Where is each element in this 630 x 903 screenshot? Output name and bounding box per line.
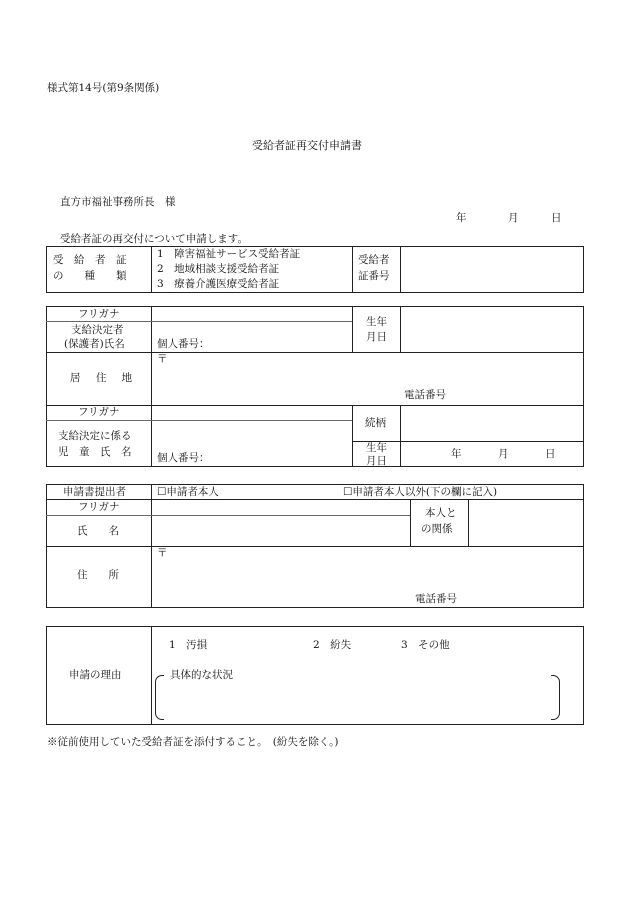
decision-furigana-label: フリガナ (78, 308, 120, 320)
submitter-self-checkbox[interactable]: ☐申請者本人 (157, 486, 219, 498)
child-name-label: 支給決定に係る (58, 430, 132, 442)
child-birth-year-label: 年 (451, 448, 462, 460)
form-title: 受給者証再交付申請書 (252, 139, 362, 152)
date-day-label: 日 (551, 212, 562, 224)
date-month-label: 月 (508, 212, 519, 224)
decision-birth-label: 生年 (366, 316, 387, 328)
reason-option-other[interactable]: 3 その他 (401, 639, 450, 651)
certificate-number-field[interactable] (402, 248, 582, 291)
certificate-option-1: 1 障害福祉サービス受給者証 (157, 248, 301, 260)
child-birth-label-2: 月日 (366, 455, 387, 467)
details-bracket-right (551, 675, 560, 720)
submitter-address-label: 住 所 (77, 569, 119, 581)
submitter-furigana-field[interactable] (153, 501, 408, 514)
details-bracket-left (155, 675, 164, 720)
certificate-option-2: 2 地域相談支援受給者証 (157, 263, 280, 275)
residence-field[interactable] (153, 354, 582, 403)
submitter-postal-mark: 〒 (157, 547, 168, 559)
residence-label: 居 住 地 (70, 372, 139, 384)
decision-birth-date-field[interactable] (402, 308, 582, 350)
submitter-name-field[interactable] (153, 517, 408, 544)
submitter-relation-label: 本人と (425, 507, 457, 519)
details-label: 具体的な状況 (170, 669, 233, 681)
child-birth-day-label: 日 (545, 448, 556, 460)
footnote: ※従前使用していた受給者証を添付すること。 (紛失を除く。) (47, 736, 339, 748)
addressee: 直方市福祉事務所長 様 (60, 196, 176, 208)
submitter-furigana-label: フリガナ (78, 501, 120, 513)
decision-name-label: 支給決定者 (71, 324, 124, 336)
submitter-label: 申請書提出者 (63, 486, 126, 498)
submitter-relation-field[interactable] (470, 501, 582, 544)
submitter-relation-label-2: の関係 (421, 523, 453, 535)
child-relation-label: 続柄 (365, 417, 386, 429)
form-number: 様式第14号(第9条関係) (47, 82, 160, 94)
certificate-number-label-2: 証番号 (358, 270, 390, 282)
submitter-name-label: 氏 名 (77, 525, 119, 537)
child-name-label-2: 児 童 氏 名 (58, 446, 132, 458)
date-year-label: 年 (456, 212, 467, 224)
residence-phone-label: 電話番号 (404, 389, 446, 401)
details-field[interactable] (165, 684, 549, 716)
decision-furigana-field[interactable] (153, 308, 349, 320)
submitter-other-checkbox[interactable]: ☐申請者本人以外(下の欄に記入) (343, 486, 498, 498)
certificate-type-label-2: の 種 類 (53, 270, 127, 282)
certificate-option-3: 3 療養介護医療受給者証 (157, 278, 280, 290)
certificate-type-label: 受 給 者 証 (53, 254, 127, 266)
submitter-phone-label: 電話番号 (415, 593, 457, 605)
submitter-address-field[interactable] (153, 548, 582, 606)
decision-birth-label-2: 月日 (366, 331, 387, 343)
child-furigana-field[interactable] (153, 407, 349, 419)
reason-label: 申請の理由 (69, 669, 122, 681)
decision-name-label-2: (保護者)氏名 (64, 338, 125, 350)
child-birth-month-label: 月 (498, 448, 509, 460)
child-relation-field[interactable] (402, 407, 582, 439)
residence-postal-mark: 〒 (157, 353, 168, 365)
intro-text: 受給者証の再交付について申請します。 (60, 233, 248, 245)
decision-personal-number-label: 個人番号： (157, 338, 210, 350)
certificate-number-label: 受給者 (358, 254, 390, 266)
child-personal-number-label: 個人番号： (157, 452, 210, 464)
reason-option-soiled[interactable]: 1 汚損 (169, 639, 208, 651)
child-furigana-label: フリガナ (78, 406, 120, 418)
child-birth-label: 生年 (366, 442, 387, 454)
reason-option-lost[interactable]: 2 紛失 (313, 639, 352, 651)
